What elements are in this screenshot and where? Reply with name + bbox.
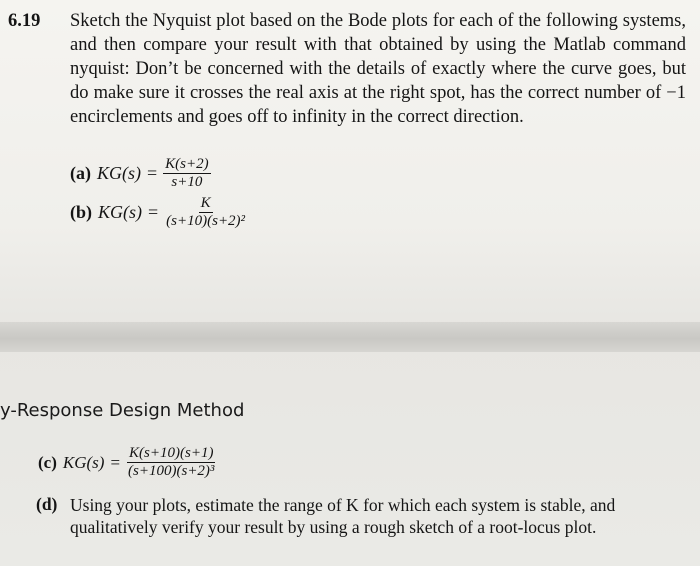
- part-a-denominator: s+10: [171, 174, 203, 190]
- part-c-fraction: [126, 446, 216, 479]
- part-c-lhs: KG(s): [62, 452, 105, 472]
- part-c-label: (c): [38, 452, 57, 472]
- section-heading: y-Response Design Method: [0, 400, 245, 421]
- part-d-label: (d): [36, 494, 58, 514]
- equation-b: [70, 196, 247, 229]
- part-b-label: (b): [70, 202, 92, 222]
- problem-statement: Sketch the Nyquist plot based on the Bode plots for each of the following systems, and then compare your result with that obtained by using the Matlab command nyquist: Don’t be concerned with the details of exactly where the curve goes, but do make sure it crosses the real axis at the right spot, has the correct number of −1 encirclements and goes off to infinity in the correct direction.: [70, 11, 686, 127]
- part-a-numerator: K(s+2): [165, 156, 209, 172]
- part-b-denominator: (s+10)(s+2)²: [166, 213, 246, 229]
- part-a-lhs: KG(s): [97, 163, 141, 183]
- part-b-numerator: K: [200, 195, 211, 211]
- part-b-fraction: [164, 196, 247, 229]
- part-d-text: Using your plots, estimate the range of K for which each system is stable, and qualitatively verify your result by using a rough sketch of a root-locus plot.: [70, 495, 616, 537]
- part-b-equals: =: [148, 202, 159, 222]
- equation-c: [38, 446, 216, 479]
- page-gutter-shadow: [0, 322, 700, 352]
- part-c-equals: =: [110, 452, 121, 472]
- problem-number: 6.19: [8, 11, 41, 31]
- part-a-fraction: [163, 157, 210, 190]
- equation-a: [70, 157, 211, 190]
- part-b-lhs: KG(s): [98, 202, 142, 222]
- part-c-denominator: (s+100)(s+2)³: [128, 463, 215, 479]
- part-a-label: (a): [70, 163, 91, 183]
- part-c-numerator: K(s+10)(s+1): [129, 445, 214, 461]
- part-a-equals: =: [147, 163, 158, 183]
